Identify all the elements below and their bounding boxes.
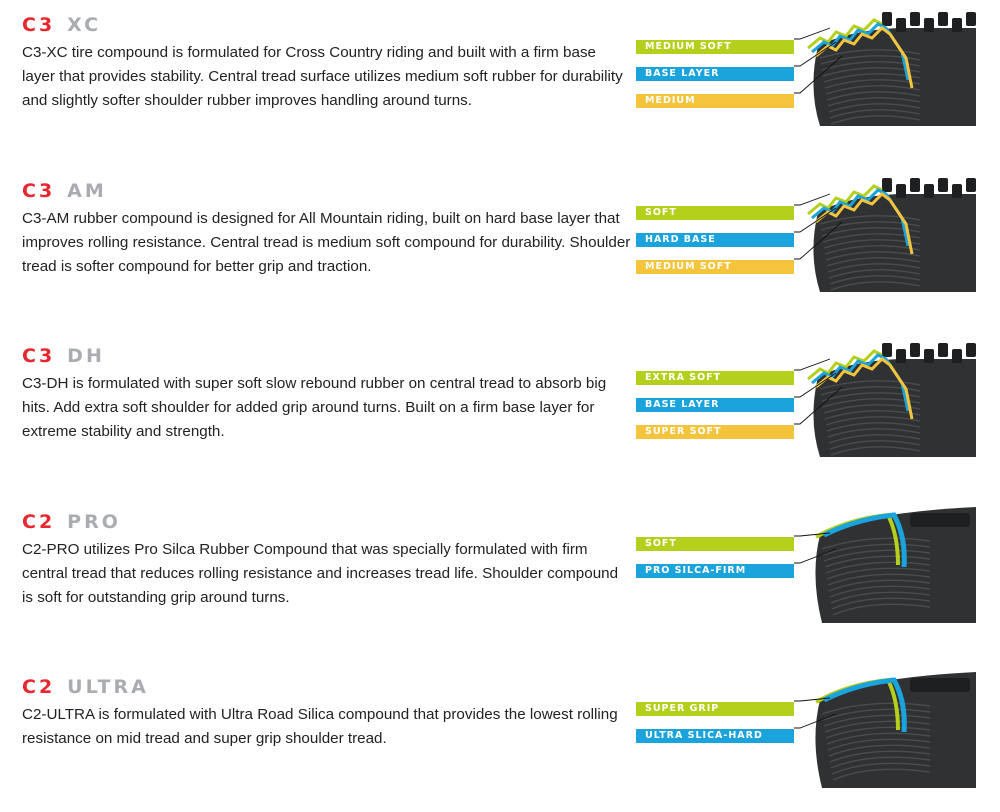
compound-code: C2 <box>22 676 56 698</box>
compound-description: C2-ULTRA is formulated with Ultra Road Silica compound that provides the lowest rolling resistance on mid tread and super grip shoulder tread. <box>22 706 618 747</box>
compound-name: XC <box>67 14 102 36</box>
compound-title <box>22 14 101 36</box>
compound-name: AM <box>67 180 107 202</box>
compound-code: C3 <box>22 345 56 367</box>
compound-code: C2 <box>22 511 56 533</box>
compound-title <box>22 511 121 533</box>
layer-label-center: PRO SILCA-FIRM <box>636 564 794 578</box>
tread-knob <box>924 184 934 198</box>
compound-description: C3-XC tire compound is formulated for Cross Country riding and built with a firm base layer that provides stability. Central tread surface utilizes medium soft rubber for durability and slightly softer shoulder rubber improves handling around turns. <box>22 44 623 109</box>
layer-label-center: SUPER SOFT <box>636 425 794 439</box>
compound-description: C3-AM rubber compound is designed for All Mountain riding, built on hard base layer that improves rolling resistance. Central tread is medium soft compound for durability. Shoulder tread is softer compound for better grip and traction. <box>22 210 631 275</box>
compound-title <box>22 180 107 202</box>
tread-knob <box>924 349 934 363</box>
tread-knob <box>882 343 892 357</box>
tread-knob <box>966 178 976 192</box>
tire-cross-section-illustration <box>790 339 980 459</box>
tire-cross-section-illustration <box>790 670 980 790</box>
tread-knob <box>896 18 906 32</box>
tread-knob <box>952 18 962 32</box>
layer-labels <box>636 371 794 452</box>
compound-description: C2-PRO utilizes Pro Silca Rubber Compound that was specially formulated with firm central tread that reduces rolling resistance and increases tread life. Shoulder compound is soft for outstanding grip around turns. <box>22 541 619 606</box>
layer-labels <box>636 206 794 287</box>
layer-label-shoulder: SUPER GRIP <box>636 702 794 716</box>
compound-section-c3-am <box>0 166 1000 316</box>
layer-label-shoulder: EXTRA SOFT <box>636 371 794 385</box>
compound-name: PRO <box>67 511 121 533</box>
tire-cross-section-illustration <box>790 8 980 128</box>
tread-knob <box>896 349 906 363</box>
layer-label-shoulder: SOFT <box>636 206 794 220</box>
tread-knob <box>910 12 920 26</box>
layer-label-base: BASE LAYER <box>636 398 794 412</box>
layer-label-center: MEDIUM SOFT <box>636 260 794 274</box>
tire-cross-section-illustration <box>790 174 980 294</box>
compound-section-c3-dh <box>0 331 1000 481</box>
tread-knob <box>952 349 962 363</box>
tread-knob <box>896 184 906 198</box>
layer-label-base: BASE LAYER <box>636 67 794 81</box>
tread-surface <box>910 678 970 692</box>
tread-knob <box>966 12 976 26</box>
compound-section-c3-xc <box>0 0 1000 150</box>
compound-description: C3-DH is formulated with super soft slow rebound rubber on central tread to absorb big hits. Add extra soft shoulder for added grip around turns. Built on a firm base layer for extreme stability and strength. <box>22 375 607 440</box>
layer-label-shoulder: MEDIUM SOFT <box>636 40 794 54</box>
compound-name: ULTRA <box>67 676 149 698</box>
tread-surface <box>910 513 970 527</box>
compound-code: C3 <box>22 14 56 36</box>
tire-cross-section-illustration <box>790 505 980 625</box>
tread-knob <box>952 184 962 198</box>
leader-line <box>794 194 830 205</box>
compound-section-c2-pro <box>0 497 1000 647</box>
leader-line <box>794 359 830 370</box>
layer-label-base: HARD BASE <box>636 233 794 247</box>
tread-knob <box>882 12 892 26</box>
layer-labels <box>636 40 794 121</box>
tread-knob <box>910 178 920 192</box>
layer-label-center: MEDIUM <box>636 94 794 108</box>
layer-label-center: ULTRA SLICA-HARD <box>636 729 794 743</box>
compound-name: DH <box>67 345 105 367</box>
compound-section-c2-ultra <box>0 662 1000 812</box>
layer-labels <box>636 537 794 591</box>
compound-title <box>22 345 105 367</box>
tread-knob <box>924 18 934 32</box>
compound-code: C3 <box>22 180 56 202</box>
compound-title <box>22 676 149 698</box>
layer-labels <box>636 702 794 756</box>
leader-line <box>794 28 830 39</box>
tread-knob <box>882 178 892 192</box>
tread-knob <box>910 343 920 357</box>
layer-label-shoulder: SOFT <box>636 537 794 551</box>
tread-knob <box>966 343 976 357</box>
tread-knob <box>938 343 948 357</box>
tread-knob <box>938 12 948 26</box>
tread-knob <box>938 178 948 192</box>
